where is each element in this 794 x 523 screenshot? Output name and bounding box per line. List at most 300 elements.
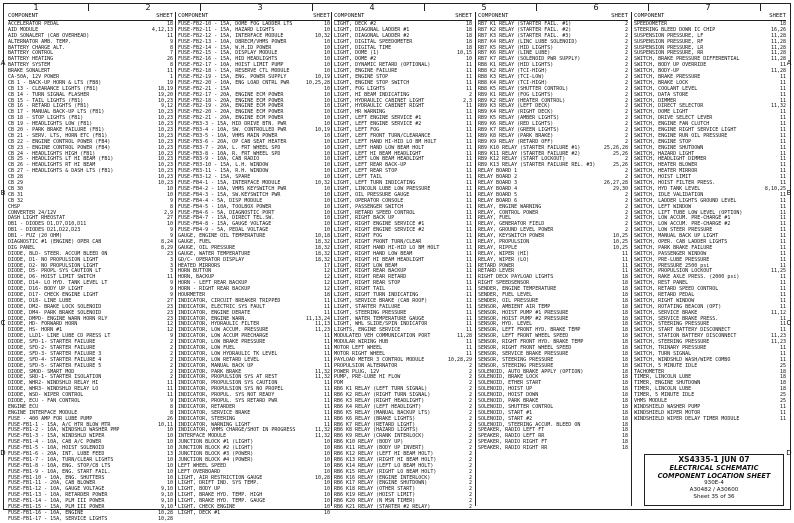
component-name: SWITCH, ENGINE FAN CLUTCH: [634, 121, 710, 128]
component-name: JUNCTION BLOCK #2 (LIGHT): [178, 445, 254, 452]
component-name: HEATED MIRRORS: [178, 262, 221, 269]
component-name: SENSOR, RIGHT FRONT WHEEL SPEED: [478, 344, 572, 351]
component-name: FUSE-FB4-8 - 15A, GAUGE VOLTAGE: [178, 221, 272, 228]
component-name: SWITCH, PARK BRAKE FAILURE: [634, 244, 713, 251]
sheet-reference: 2: [468, 374, 472, 381]
component-name: DIODE, BLD- STEER. ACCUM BLEED ON: [8, 250, 108, 257]
sheet-reference: 11: [323, 333, 330, 340]
component-name: INDICATOR, LOW BRAKE PRESSURE: [178, 339, 266, 346]
serial-range: A30482 / A30600: [689, 487, 739, 493]
component-name: RELAY BOARD 1: [478, 168, 518, 175]
sheet-header: SHEET: [611, 13, 628, 19]
sheet-reference: 18,32: [314, 250, 330, 257]
component-name: SUSPENSION PRESSURE, LR: [634, 44, 704, 51]
sheet-reference: 18: [465, 32, 472, 39]
ruler-column-number: 4: [369, 3, 375, 12]
component-name: CB 23 - ENGINE CONTROL POWER (FB4): [8, 144, 111, 151]
sheet-reference: 11: [779, 168, 786, 175]
component-name: FUSE-FB3-3 - 15A, HID DRIVE BTN. PWR: [178, 121, 287, 128]
component-name: CB 22 - ENGINE CONTROL POWER (FB4): [8, 138, 111, 145]
component-name: DIODE, SFD-1- STARTER FAILURE: [8, 339, 96, 346]
sheet-reference: 11: [779, 415, 786, 422]
sheet-reference: 11,28: [770, 68, 786, 75]
component-name: FUSE-FB2-15 - 15A, DISPLAY MODULE: [178, 50, 278, 57]
component-name: RB8 K1 RELAY (HID LIGHTS): [478, 62, 554, 69]
column-header: [334, 13, 472, 21]
sheet-reference: 11: [779, 356, 786, 363]
sheet-reference: 10,25: [612, 233, 628, 240]
component-name: RB9 K3 RELAY (LEFT DECK): [478, 103, 551, 110]
component-row: [334, 505, 472, 511]
component-name: CONVERTER 24/12V: [8, 209, 57, 216]
sheet-reference: 2: [468, 439, 472, 446]
component-name: SWITCH, TURN SIGNAL: [634, 350, 692, 357]
sheet-reference: 11: [779, 121, 786, 128]
component-row: [634, 417, 786, 423]
sheet-reference: 11: [323, 297, 330, 304]
component-name: SWITCH, HAZARD LIGHT: [634, 150, 695, 157]
sheet-reference: 18: [621, 415, 628, 422]
component-name: CB 29: [8, 180, 24, 187]
component-name: HORN, BACKUP: [178, 274, 215, 281]
sheet-reference: 10,23: [157, 132, 173, 139]
sheet-reference: 2: [169, 356, 173, 363]
component-header: COMPONENT: [334, 13, 365, 19]
component-name: INDICATOR, PROPUL. SYS NOT READY: [178, 392, 275, 399]
sheet-reference: 11: [779, 256, 786, 263]
component-name: RELAY BOARD 5: [478, 191, 518, 198]
sheet-reference: 11: [465, 138, 472, 145]
schematic-title: ELECTRICAL SCHEMATIC: [669, 464, 759, 472]
component-name: WINDSHIELD WIPER MOTOR: [634, 409, 701, 416]
component-name: SWITCH, TRINARY PRESSURE: [634, 344, 707, 351]
sheet-reference: 16,26: [770, 26, 786, 33]
sheet-reference: 11: [323, 356, 330, 363]
component-name: SWITCH, MANUAL BACK UP LIGHT: [634, 233, 719, 240]
component-name: RB6 K18 RELAY (OTHER START): [334, 486, 416, 493]
component-name: DIODE, ECU - FAN CONTROL: [8, 398, 81, 404]
component-row: [178, 511, 330, 517]
sheet-reference: 18: [465, 21, 472, 27]
sheet-reference: 18: [621, 303, 628, 310]
component-name: DIODE, DMPD- ENGINE WARN HORN RLY: [8, 315, 108, 322]
component-name: RB8 K2 RELAY (TCI-HIGH): [478, 68, 548, 75]
component-name: RB9 K5 RELAY (AMBER LIGHTS): [478, 115, 560, 122]
sheet-reference: 11: [779, 203, 786, 210]
sheet-reference: 18: [465, 38, 472, 45]
component-name: DIG PANEL: [8, 244, 36, 251]
component-name: MOTOR RIGHT WHEEL: [334, 350, 386, 357]
sheet-reference: 10: [323, 156, 330, 163]
component-name: SWITCH, PRE-LUBE PRESSURE: [634, 256, 710, 263]
sheet-reference: 11: [465, 297, 472, 304]
sheet-reference: 11,28: [770, 50, 786, 57]
component-name: FUSE-FB4-3 - 15A, SW.KEYSWITCH PWR: [178, 191, 281, 198]
component-name: DIODE, SFD-4- STARTER FAILURE 4: [8, 356, 102, 363]
sheet-reference: 2: [624, 68, 628, 75]
component-name: AID MODULE: [8, 26, 39, 33]
component-name: SWITCH, BODY UP OVERRIDE: [634, 62, 707, 69]
sheet-reference: 25,26: [612, 162, 628, 169]
sheet-reference: 3: [169, 268, 173, 275]
sheet-reference: 10: [323, 144, 330, 151]
sheet-reference: 11: [465, 303, 472, 310]
sheet-reference: 10: [323, 97, 330, 104]
component-name: PAYLOAD METER 3 CONTROL MODULE: [334, 356, 425, 363]
sheet-reference: 11: [465, 244, 472, 251]
sheet-reference: 11,28: [456, 333, 472, 340]
component-name: HORN - RIGHT REAR BACKUP: [178, 286, 251, 293]
sheet-reference: 2: [468, 492, 472, 499]
component-name: INDICATOR, ENGINE WARN.: [178, 315, 248, 322]
component-name: SWITCH, STEERING PRESSURE: [634, 321, 710, 328]
component-name: FUSE-FB3-6 - 20A, OP CAB SEAT HEATER: [178, 138, 287, 145]
sheet-reference: 10,23: [157, 162, 173, 169]
sheet-reference: 11: [465, 256, 472, 263]
column-separator: [475, 12, 476, 506]
component-name: FUSE-FB3-8 - 10A, R. FRT WHEEL SPD: [178, 150, 281, 157]
component-name: SENSOR, SERVICE BRAKE PRESSURE: [478, 350, 569, 357]
sheet-reference: 10: [166, 480, 173, 487]
component-name: RIGHT SPEEDSENSOR: [478, 280, 530, 287]
sheet-reference: 11: [779, 262, 786, 269]
component-name: CB 14 - TURN SIGNAL FLASHER: [8, 91, 90, 98]
component-name: LIGHT, DECK #2: [334, 21, 377, 27]
component-name: FUSE-FB2-12 - 15A, INTERFACE MODULE: [178, 32, 284, 39]
component-name: MOTOR LEFT WHEEL: [334, 344, 383, 351]
sheet-reference: 11: [621, 256, 628, 263]
sheet-reference: 2: [169, 344, 173, 351]
sheet-reference: 2: [468, 398, 472, 404]
component-name: SPEEDOMETER: [634, 21, 668, 27]
sheet-reference: 18,32: [314, 244, 330, 251]
component-name: LEFT OVERBOARD: [178, 468, 221, 475]
component-name: FUSE-FB2-17 - 20A, ENGINE ECM POWER: [178, 91, 284, 98]
sheet-reference: 11: [779, 174, 786, 181]
sheet-reference: 2: [468, 386, 472, 393]
component-name: RB8 K4 RELAY (TCI-HIGH): [478, 79, 548, 86]
component-name: CB 24 - HEADLIGHTS HIGH (FB1): [8, 150, 96, 157]
component-name: SWITCH, BRAKE PRESSURE DIFFERENTIAL: [634, 56, 740, 63]
sheet-reference: 18: [465, 26, 472, 33]
drawing-number: XS4335-1 JUN 07: [678, 455, 750, 464]
component-name: SOLENOID, START #2: [478, 415, 533, 422]
sheet-reference: 2: [468, 427, 472, 434]
sheet-reference: 11: [779, 315, 786, 322]
sheet-reference: 9: [169, 291, 173, 298]
sheet-reference: 2: [624, 56, 628, 63]
sheet-reference: 2: [624, 44, 628, 51]
sheet-reference: 2: [468, 480, 472, 487]
component-name: INDICATOR, MANUAL BACK UP: [178, 362, 254, 369]
sheet-reference: 10,23: [157, 150, 173, 157]
component-name: GD/C- OPERATOR DISPLAY: [178, 256, 245, 263]
component-name: INDICATOR, HYDRAULIC FILTER: [178, 321, 260, 328]
component-name: RELAY, PROPULSION: [478, 238, 530, 245]
component-name: LIGHT, ENGINE STOP: [334, 74, 389, 81]
component-name: INDICATOR, WARNING LIGHT: [178, 421, 251, 428]
component-name: LIGHT, DRIFT IND. SYS TEMP.: [178, 480, 260, 487]
sheet-reference: 11: [323, 344, 330, 351]
sheet-reference: 2: [468, 445, 472, 452]
component-name: FUSE-FB1-9 - 10A, ENG. START FAIL.: [8, 468, 111, 475]
component-name: INDICATOR, PROPUL. SYS RETARD PWR: [178, 398, 278, 404]
component-name: RELAY, FUEL: [478, 215, 512, 222]
sheet-reference: 2: [468, 504, 472, 511]
sheet-reference: 11: [779, 74, 786, 81]
sheet-reference: 11: [465, 238, 472, 245]
column-separator: [175, 12, 176, 506]
component-name: SWITCH, RIGHT WINDOW: [634, 297, 695, 304]
component-name: HORN BUTTON: [178, 268, 212, 275]
sheet-reference: 11: [779, 327, 786, 334]
sheet-reference: 11: [465, 309, 472, 316]
sheet-reference: 10: [323, 109, 330, 116]
sheet-reference: 11: [465, 85, 472, 92]
component-name: FUSE - 400 AMP FOR LUBE PUMP: [8, 415, 93, 422]
component-name: RB7 K3 RELAY (STARTER FAIL. #3): [478, 32, 572, 39]
component-name: FUSE-FB2-21 - 15A: [178, 85, 230, 92]
component-name: SOLENOID, HOIST DOWN: [478, 392, 539, 399]
sheet-reference: 11: [779, 250, 786, 257]
sheet-reference: 18: [779, 380, 786, 387]
component-name: SWITCH, RETARD SPEED CONTROL: [634, 286, 719, 293]
sheet-reference: 29,30: [612, 185, 628, 192]
sheet-reference: 2,9: [163, 209, 173, 216]
component-name: POWER PLUG, 12V: [334, 368, 380, 375]
sheet-reference: 2: [169, 362, 173, 369]
component-name: RELAY, RIPPLE: [478, 244, 518, 251]
ruler-column-number: 2: [145, 3, 151, 12]
sheet-reference: 10: [323, 456, 330, 463]
component-name: DIODE, SFD-2- STARTER FAILURE: [8, 344, 96, 351]
component-name: SENSOR, HOIST PUMP #2 PRESSURE: [478, 315, 569, 322]
sheet-number: Sheet 35 of 36: [693, 494, 735, 500]
sheet-reference: 11: [323, 380, 330, 387]
ruler-tick: [200, 3, 201, 11]
column-separator: [631, 12, 632, 506]
component-name: LIGHT, LEFT HAND LOW BEAM HOLT: [334, 144, 425, 151]
sheet-reference: 11: [779, 280, 786, 287]
component-name: LIGHT, DYNAMIC RETARD (OPTIONAL): [334, 62, 431, 69]
sheet-reference: 11,32: [770, 103, 786, 110]
component-name: DIODE, WHR2- WINDSHLD RELAY HI: [8, 380, 99, 387]
sheet-reference: 11: [779, 291, 786, 298]
sheet-reference: 2: [468, 433, 472, 440]
sheet-reference: 11: [465, 227, 472, 234]
sheet-reference: 18: [621, 409, 628, 416]
component-name: LIGHT, DIAGONAL LADDER #1: [334, 26, 410, 33]
component-name: SWITCH, DATA STORE: [634, 91, 689, 98]
component-name: CB 20 - PARK BRAKE FAILURE (FB1): [8, 127, 105, 134]
component-name: SENSOR, STEERING PRESSURE: [478, 362, 554, 369]
sheet-reference: 11: [779, 286, 786, 293]
component-name: INDICATOR, PROPULSION SYS NO PROPEL: [178, 386, 284, 393]
sheet-reference: 2: [468, 451, 472, 458]
component-name: LIGHT, LEFT REAR BACK-UP: [334, 162, 407, 169]
sheet-reference: 11: [323, 398, 330, 404]
component-name: LIGHT, DIGITAL SPEEDOMETER: [334, 38, 413, 45]
component-name: RELAY BOARD 6: [478, 197, 518, 204]
component-name: GAUGE, OIL PRESSURE: [178, 244, 236, 251]
component-name: CB 1 - BACK-UP HORN & LTS (FB8): [8, 79, 102, 86]
sheet-reference: 10: [323, 492, 330, 499]
component-name: FUSE-FB4-4 - 5A, DISP MODULE: [178, 197, 263, 204]
component-name: RELAY, KEYSWITCH POWER: [478, 233, 545, 240]
sheet-reference: 10: [323, 504, 330, 511]
component-name: LIGHT, LEFT HAND HI-HID LO BM HOLT: [334, 138, 437, 145]
sheet-reference: 11,32: [314, 368, 330, 375]
sheet-reference: 9: [169, 333, 173, 340]
component-name: SWITCH, DIMMER: [634, 97, 677, 104]
sheet-reference: 11: [323, 403, 330, 410]
component-name: LIGHT, ENGINE FAILURE: [334, 68, 398, 75]
sheet-reference: 11: [465, 150, 472, 157]
sheet-reference: 11: [779, 297, 786, 304]
sheet-reference: 18: [779, 21, 786, 27]
component-name: FUSE-FB3-12 - 15A, SPARE: [178, 174, 251, 181]
component-name: RB6 K4 RELAY (LEFT HEADLIGHT): [334, 403, 422, 410]
component-name: RB6 K10 RELAY (BODY UP): [334, 439, 404, 446]
component-name: FUSE-FB1-5 - 10A, HOIST SOLENOID: [8, 445, 105, 452]
component-name: SOLENOID, SHUTTER CONTROL: [478, 403, 554, 410]
component-name: FUSE-FB2-16 - 15A, HID HEADLIGHTS: [178, 56, 278, 63]
column-header: [8, 13, 173, 21]
sheet-reference: 11: [323, 339, 330, 346]
sheet-reference: 10,23: [157, 121, 173, 128]
component-name: FUSE-FB2-10 - 15A, DOME FOG LADDER LTS: [178, 21, 293, 27]
sheet-reference: 2: [468, 362, 472, 369]
component-name: SWITCH, HEATER BLOWER: [634, 162, 698, 169]
sheet-reference: 11: [465, 132, 472, 139]
sheet-reference: 2: [624, 132, 628, 139]
component-name: DB1 - FUZ (20 OHM): [8, 233, 63, 240]
sheet-reference: 10,23: [157, 168, 173, 175]
sheet-reference: 2: [624, 121, 628, 128]
component-header: COMPONENT: [178, 13, 209, 19]
sheet-reference: 10,23: [157, 138, 173, 145]
sheet-reference: 10,15: [456, 50, 472, 57]
sheet-reference: 10: [323, 486, 330, 493]
component-name: SWITCH, IDLE VALIDATION: [634, 191, 704, 198]
component-name: RB9 K10 RELAY (STARTER FAILURE #1): [478, 144, 581, 151]
component-name: SWITCH, ROTATING BEACON (OPT): [634, 303, 722, 310]
component-name: DIODE, SFD-3- STARTER FAILURE 3: [8, 350, 102, 357]
sheet-reference: 10: [323, 56, 330, 63]
sheet-reference: 11: [465, 180, 472, 187]
component-name: LIGHT, LEFT ENGINE SERVICE #2: [334, 121, 422, 128]
sheet-reference: 11: [465, 315, 472, 322]
sheet-reference: 12: [166, 327, 173, 334]
component-name: FUSE-FB1-12 - 10A, GAUGE VOLTAGE: [8, 486, 105, 493]
component-name: INTERFACE MODULE: [178, 433, 227, 440]
component-header: COMPONENT: [634, 13, 665, 19]
component-name: SENDER, OIL PRESSURE: [478, 297, 539, 304]
component-name: RB7 K2 RELAY (STARTER FAIL. #2): [478, 26, 572, 33]
component-name: RB9 K12 RELAY (START LOCKOUT): [478, 156, 566, 163]
sheet-reference: 11,25: [770, 268, 786, 275]
component-name: RB9 K13 RELAY (STARTER FAILURE REL. #3): [478, 162, 596, 169]
component-name: SENSOR, HYD. LEVEL: [478, 321, 533, 328]
sheet-reference: 10: [323, 62, 330, 69]
sheet-reference: 10: [323, 498, 330, 505]
sheet-reference: 11: [166, 380, 173, 387]
sheet-reference: 11: [779, 109, 786, 116]
component-name: CB 19 - HEADLIGHTS LOW (FB1): [8, 121, 93, 128]
ruler-column-number: 1: [33, 3, 39, 12]
sheet-reference: 25: [779, 392, 786, 399]
component-name: TIMER, ENGINE SHUTDOWN: [634, 380, 701, 387]
sheet-reference: 11: [465, 350, 472, 357]
component-name: BATTERY HEATING: [8, 56, 54, 63]
sheet-reference: 10: [323, 115, 330, 122]
component-name: CB 27 - HEADLIGHTS & DASH LTS (FB1): [8, 168, 114, 175]
sheet-reference: 18: [621, 315, 628, 322]
sheet-reference: 11: [465, 327, 472, 334]
component-name: LIGHT, RIGHT BACK UP: [334, 215, 395, 222]
sheet-reference: 18: [621, 274, 628, 281]
component-name: JUNCTION BLOCK #3 (POWER): [178, 451, 254, 458]
sheet-reference: 11: [465, 339, 472, 346]
sheet-reference: 11: [465, 286, 472, 293]
sheet-reference: 18: [621, 280, 628, 287]
sheet-reference: 18: [621, 327, 628, 334]
sheet-reference: 11,32: [314, 433, 330, 440]
sheet-reference: 10: [166, 221, 173, 228]
component-name: INDICATOR, LOW RETARD LEVEL: [178, 356, 260, 363]
sheet-reference: 10,23: [157, 127, 173, 134]
component-name: RETARD LEVER: [478, 268, 515, 275]
component-name: DB1 - DIODES D1,D7,D10,D11: [8, 221, 87, 228]
sheet-reference: 10,23: [157, 115, 173, 122]
component-name: RB6 K19 RELAY (HOIST LIMIT): [334, 492, 416, 499]
component-name: FUSE-FB1-2 - 10A, WINDSHLD WASHER PMP: [8, 427, 120, 434]
sheet-reference: 8: [169, 44, 173, 51]
component-name: SWITCH, DOME LIGHT: [634, 109, 689, 116]
component-name: ENGINE INTERFACE MODULE: [8, 409, 78, 416]
sheet-reference: 11: [465, 144, 472, 151]
component-name: ENGINE ECU: [8, 403, 39, 410]
component-name: LIGHT, RIGHT TAIL: [334, 286, 386, 293]
sheet-reference: 18: [621, 368, 628, 375]
sheet-reference: 8: [169, 409, 173, 416]
component-name: RB6 K13 RELAY (RIGHT HI BEAM HOLT): [334, 456, 437, 463]
sheet-reference: 11: [323, 409, 330, 416]
sheet-reference: 11,23: [314, 327, 330, 334]
component-name: JUNCTION BLOCK #1 (LIGHT): [178, 439, 254, 446]
sheet-reference: 11: [779, 162, 786, 169]
sheet-reference: 18: [621, 291, 628, 298]
component-name: DIODE, D6- HOIST LIMIT SWITCH: [8, 274, 96, 281]
component-name: SWITCH, PASSENGER WINDOW: [634, 250, 707, 257]
sheet-reference: 11: [779, 85, 786, 92]
sheet-reference: 2: [624, 115, 628, 122]
sheet-reference: 10: [323, 191, 330, 198]
component-name: FUSE-FB1-6 - 20A, INT. LUBE FEED: [8, 451, 105, 458]
component-name: SWITCH, BRAKE PRESSURE: [634, 74, 701, 81]
component-name: FUSE-FB2-19 - 15A, ENG. POWER SUPPLY: [178, 74, 287, 81]
component-name: RELAY, WIPER (LO): [478, 256, 530, 263]
sheet-reference: 11: [779, 127, 786, 134]
sheet-reference: 10,25,28: [305, 79, 330, 86]
sheet-reference: 10: [166, 439, 173, 446]
sheet-reference: 9,10: [160, 498, 173, 505]
sheet-reference: 2: [624, 91, 628, 98]
sheet-reference: 11: [779, 138, 786, 145]
sheet-reference: 19,20: [157, 91, 173, 98]
sheet-reference: 2: [624, 127, 628, 134]
ruler-row-letter: B: [0, 189, 6, 197]
